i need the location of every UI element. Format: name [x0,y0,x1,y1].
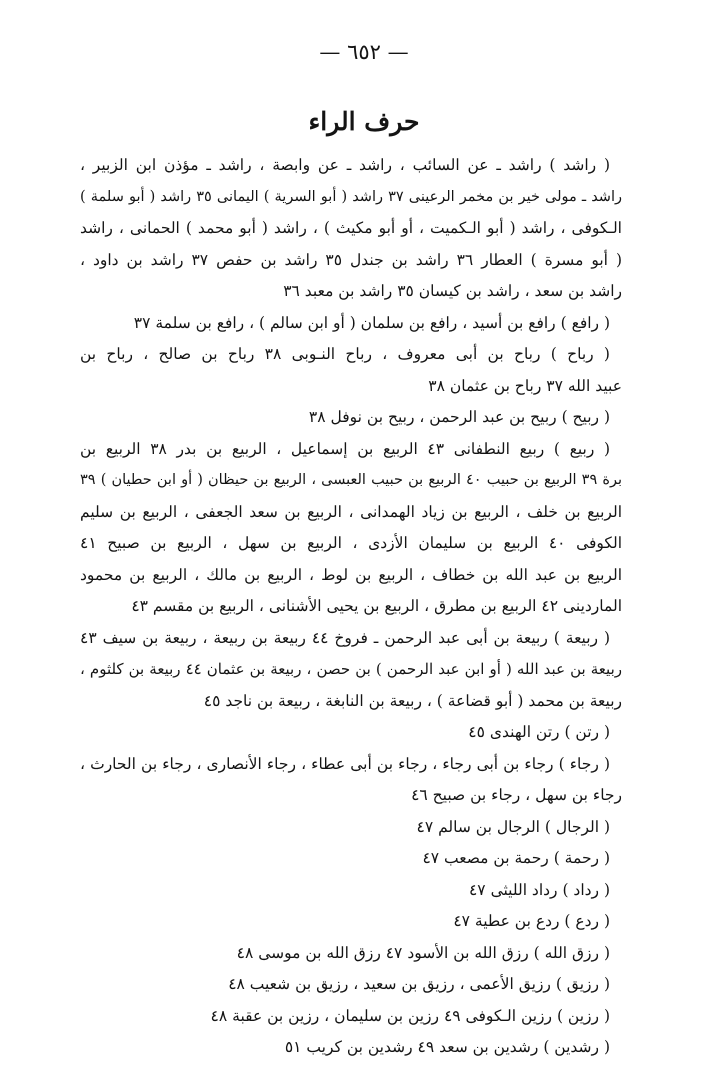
index-line: ( ربيع ) ربيع النطفانى ٤٣ الربيع بن إسماعيل ، الربيع بن بدر ٣٨ الربيع بن [80,439,610,458]
index-line: ربيعة بن محمد ( أبو قضاعة ) ، ربيعة بن النابغة ، ربيعة بن ناجد ٤٥ [203,691,622,710]
index-line: ( ردع ) ردع بن عطية ٤٧ [453,912,610,930]
index-line: ( رزين ) رزين الـكوفى ٤٩ رزين بن سليمان ، رزين بن عقبة ٤٨ [210,1006,610,1025]
index-line: الربيع بن خلف ، الربيع بن زياد الهمدانى ، الربيع بن سعد الجعفى ، الربيع بن سليم [80,502,622,521]
index-line: ( ربيعة ) ربيعة بن أبى عبد الرحمن ـ فروخ ٤٤ ربيعة بن ربيعة ، ربيعة بن سيف ٤٣ [80,628,610,647]
index-line: ( رتن ) رتن الهندى ٤٥ [468,723,610,741]
index-line: الربيع بن عبد الله بن خطاف ، الربيع بن لوط ، الربيع بن مالك ، الربيع بن محمود [80,565,622,584]
index-line: ( رافع ) رافع بن أسيد ، رافع بن سلمان ( أو ابن سالم ) ، رافع بن سلمة ٣٧ [133,313,610,332]
index-line: رجاء بن سهل ، رجاء بن صبيح ٤٦ [411,786,622,804]
index-line: ( رزيق ) رزيق الأعمى ، رزيق بن سعيد ، رزيق بن شعيب ٤٨ [228,975,610,993]
index-line: ( رزق الله ) رزق الله بن الأسود ٤٧ رزق الله بن موسى ٤٨ [236,943,610,962]
index-line: الـكوفى ، راشد ( أبو الـكميت ، أو أبو مكيث ) ، راشد ( أبو محمد ) الحمانى ، راشد [80,219,622,237]
index-line: ( ربيح ) ربيح بن عبد الرحمن ، ربيح بن نوفل ٣٨ [308,408,610,426]
index-line: ( الرجال ) الرجال بن سالم ٤٧ [416,817,610,836]
page-number: — ٦٥٢ — [319,40,409,64]
index-line: ( رداد ) رداد الليثى ٤٧ [468,880,610,899]
index-line: ( رحمة ) رحمة بن مصعب ٤٧ [422,849,610,867]
section-title: حرف الراء [308,107,420,136]
index-line: ( رشدين ) رشدين بن سعد ٤٩ رشدين بن كريب ٥١ [284,1038,610,1056]
index-entries [80,150,622,1064]
index-line: ( رباح ) رباح بن أبى معروف ، رباح النـوبى ٣٨ رباح بن صالح ، رباح بن [80,345,610,363]
index-line: ( أبو مسرة ) العطار ٣٦ راشد بن جندل ٣٥ راشد بن حفص ٣٧ راشد بن داود ، [80,250,622,269]
index-line: برة ٣٩ الربيع بن حبيب ٤٠ الربيع بن حبيب العبسى ، الربيع بن حيظان ( أو ابن حطيان ) ٣٩ [80,472,622,488]
index-line: عبيد الله ٣٧ رباح بن عثمان ٣٨ [428,376,622,395]
index-line: ( راشد ) راشد ـ عن السائب ، راشد ـ عن وابصة ، راشد ـ مؤذن ابن الزبير ، [80,156,610,174]
index-line: ربيعة بن عبد الله ( أو ابن عبد الرحمن ) بن حصن ، ربيعة بن عثمان ٤٤ ربيعة بن كلثوم ، [80,660,622,678]
index-line: الماردينى ٤٢ الربيع بن مطرق ، الربيع بن يحيى الأشنانى ، الربيع بن مقسم ٤٣ [131,597,622,615]
index-line: راشد بن سعد ، راشد بن كيسان ٣٥ راشد بن معبد ٣٦ [283,282,622,300]
index-line: الكوفى ٤٠ الربيع بن سليمان الأزدى ، الربيع بن سهل ، الربيع بن صبيح ٤١ [80,534,622,552]
index-line: راشد ـ مولى خير بن مخمر الرعينى ٣٧ راشد ( أبو السرية ) اليمانى ٣٥ راشد ( أبو سلمة ) [80,188,622,205]
index-line: ( رجاء ) رجاء بن أبى رجاء ، رجاء بن أبى عطاء ، رجاء الأنصارى ، رجاء بن الحارث ، [80,754,610,773]
